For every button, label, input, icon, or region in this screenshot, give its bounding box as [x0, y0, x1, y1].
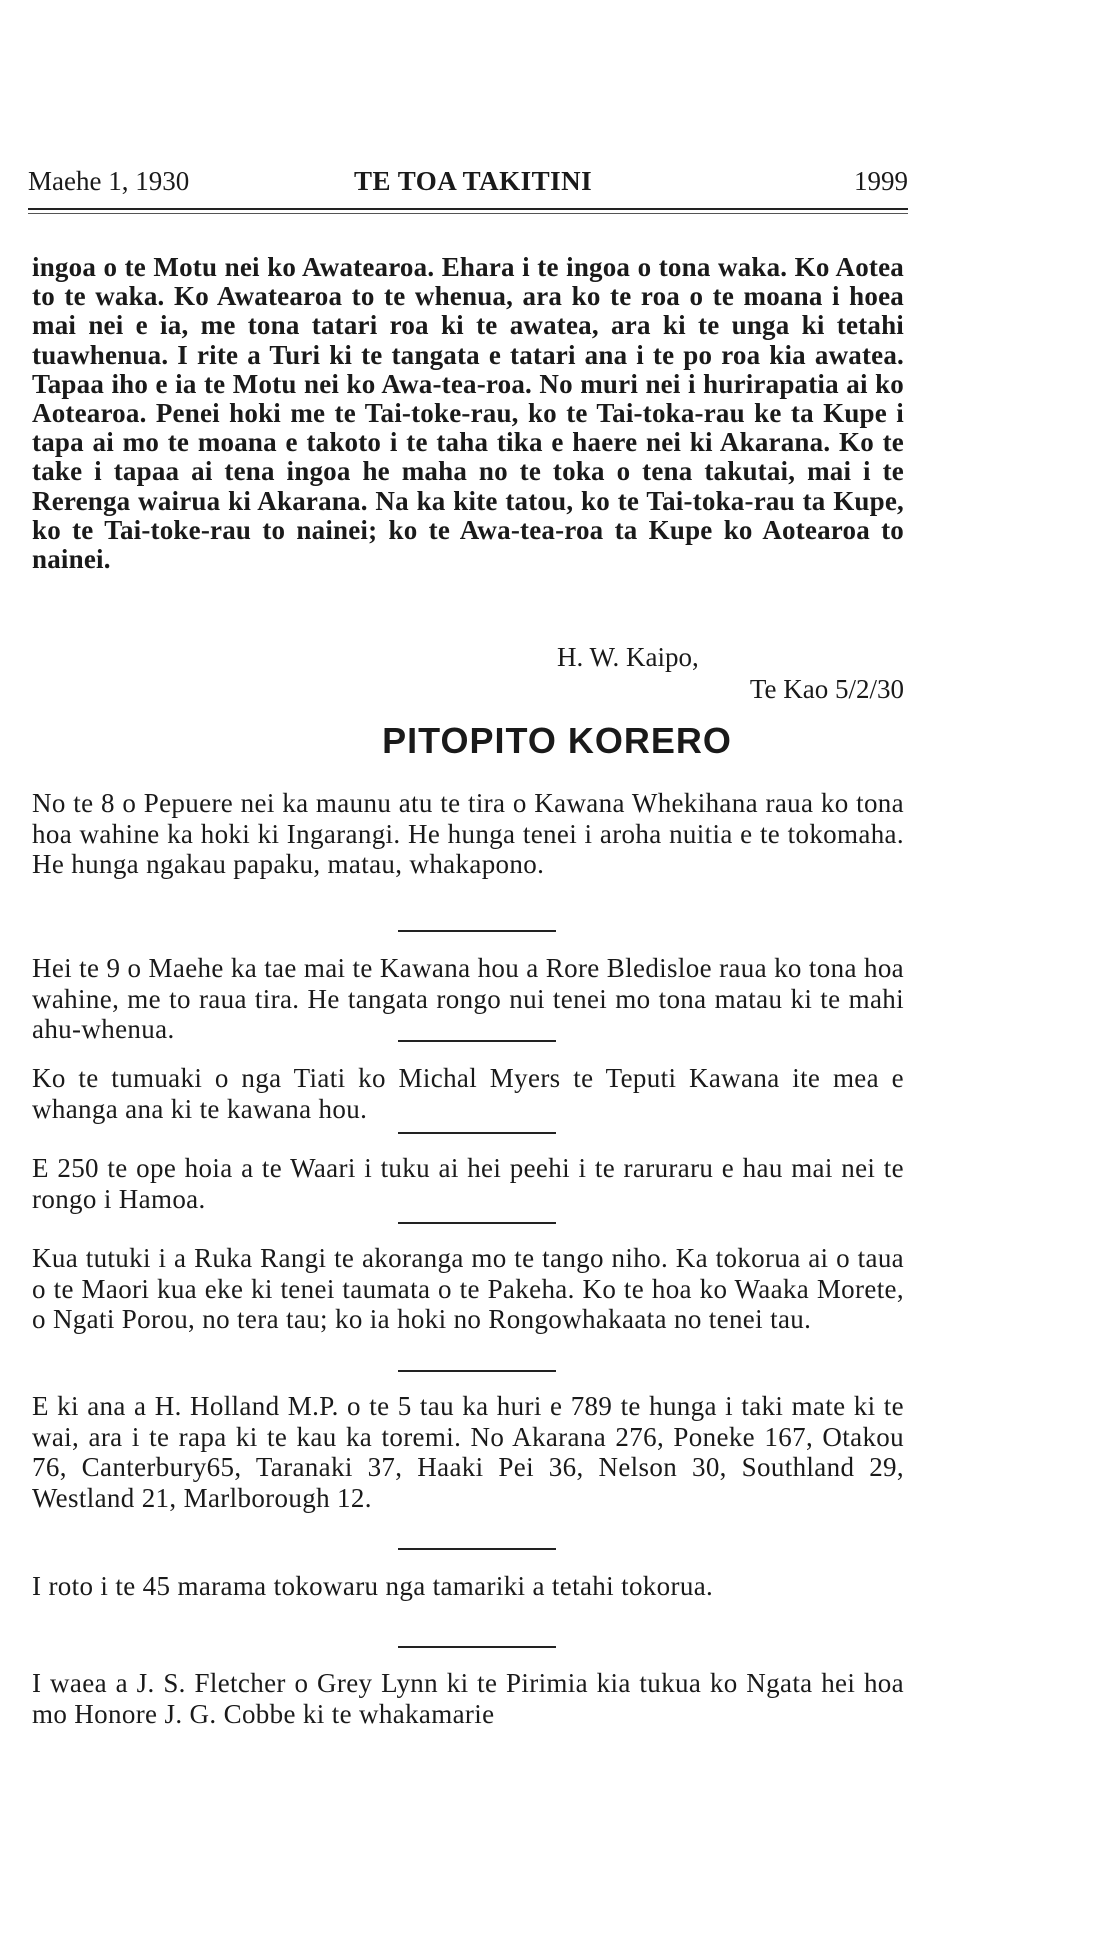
news-item: I waea a J. S. Fletcher o Grey Lynn ki te Pirimia kia tukua ko Ngata hei hoa mo Honore J. G. Cobbe ki te whakamarie	[32, 1668, 904, 1729]
news-item: I roto i te 45 marama tokowaru nga tamariki a tetahi tokorua.	[32, 1571, 714, 1601]
header-title: TE TOA TAKITINI	[354, 166, 593, 196]
item-separator	[398, 1646, 556, 1648]
page-header	[28, 166, 908, 206]
item-separator	[398, 1548, 556, 1550]
intro-paragraph: ingoa o te Motu nei ko Awatearoa. Ehara i te ingoa o tona waka. Ko Aotea to te waka. Ko Awatearoa to te whenua, ara ko te roa o te moana i hoea mai nei e ia, me tona tatari roa ki te awatea, ara ki te unga ki tetahi tuawhenua. I rite a Turi ki te tangata e tatari ana i te po roa kia awatea. Tapaa iho e ia te Motu nei ko Awa-tea-roa. No muri nei i hurirapatia ai ko Aotearoa. Penei hoki me te Tai-toke-rau, ko te Tai-toka-rau ke ta Kupe i tapa ai mo te moana e takoto i te taha tika e haere nei ki Akarana. Ko te take i tapaa ai tena ingoa he maha no te toka o tena takutai, mai i te Rerenga wairua ki Akarana. Na ka kite tatou, ko te Tai-toka-rau ta Kupe, ko te Tai-toke-rau to nainei; ko te Awa-tea-roa ta Kupe ko Aotearoa to nainei.	[32, 252, 904, 575]
section-title: PITOPITO KORERO	[382, 720, 732, 761]
item-separator	[398, 930, 556, 932]
item-separator	[398, 1370, 556, 1372]
news-item: No te 8 o Pepuere nei ka maunu atu te tira o Kawana Whekihana raua ko tona hoa wahine ka hoki ki Ingarangi. He hunga tenei i aroha nuitia e te tokomaha. He hunga ngakau papaku, matau, whakapono.	[32, 788, 904, 879]
header-page-number: 1999	[854, 166, 908, 196]
item-separator	[398, 1222, 556, 1224]
header-rule	[28, 208, 908, 210]
news-item: Ko te tumuaki o nga Tiati ko Michal Myers te Teputi Kawana ite mea e whanga ana ki te kawana hou.	[32, 1063, 904, 1124]
signature-place-date: Te Kao 5/2/30	[749, 674, 904, 704]
item-separator	[398, 1132, 556, 1134]
news-item: E ki ana a H. Holland M.P. o te 5 tau ka huri e 789 te hunga i taki mate ki te wai, ara i te rapa ki te kau ka toremi. No Akarana 276, Poneke 167, Otakou 76, Canterbury65, Taranaki 37, Haaki Pei 36, Nelson 30, Southland 29, Westland 21, Marlborough 12.	[32, 1391, 904, 1513]
header-date: Maehe 1, 1930	[28, 166, 190, 196]
news-item: E 250 te ope hoia a te Waari i tuku ai hei peehi i te raruraru e hau mai nei te rongo i Hamoa.	[32, 1153, 904, 1214]
signature-name: H. W. Kaipo,	[557, 642, 699, 672]
item-separator	[398, 1040, 556, 1042]
news-item: Hei te 9 o Maehe ka tae mai te Kawana hou a Rore Bledisloe raua ko tona hoa wahine, me to raua tira. He tangata rongo nui tenei mo tona matau ki te mahi ahu-whenua.	[32, 953, 904, 1044]
news-item: Kua tutuki i a Ruka Rangi te akoranga mo te tango niho. Ka tokorua ai o taua o te Maori kua eke ki tenei taumata o te Pakeha. Ko te hoa ko Waaka Morete, o Ngati Porou, no tera tau; ko ia hoki no Rongowhakaata no tenei tau.	[32, 1243, 904, 1334]
header-rule-thin	[28, 213, 908, 214]
